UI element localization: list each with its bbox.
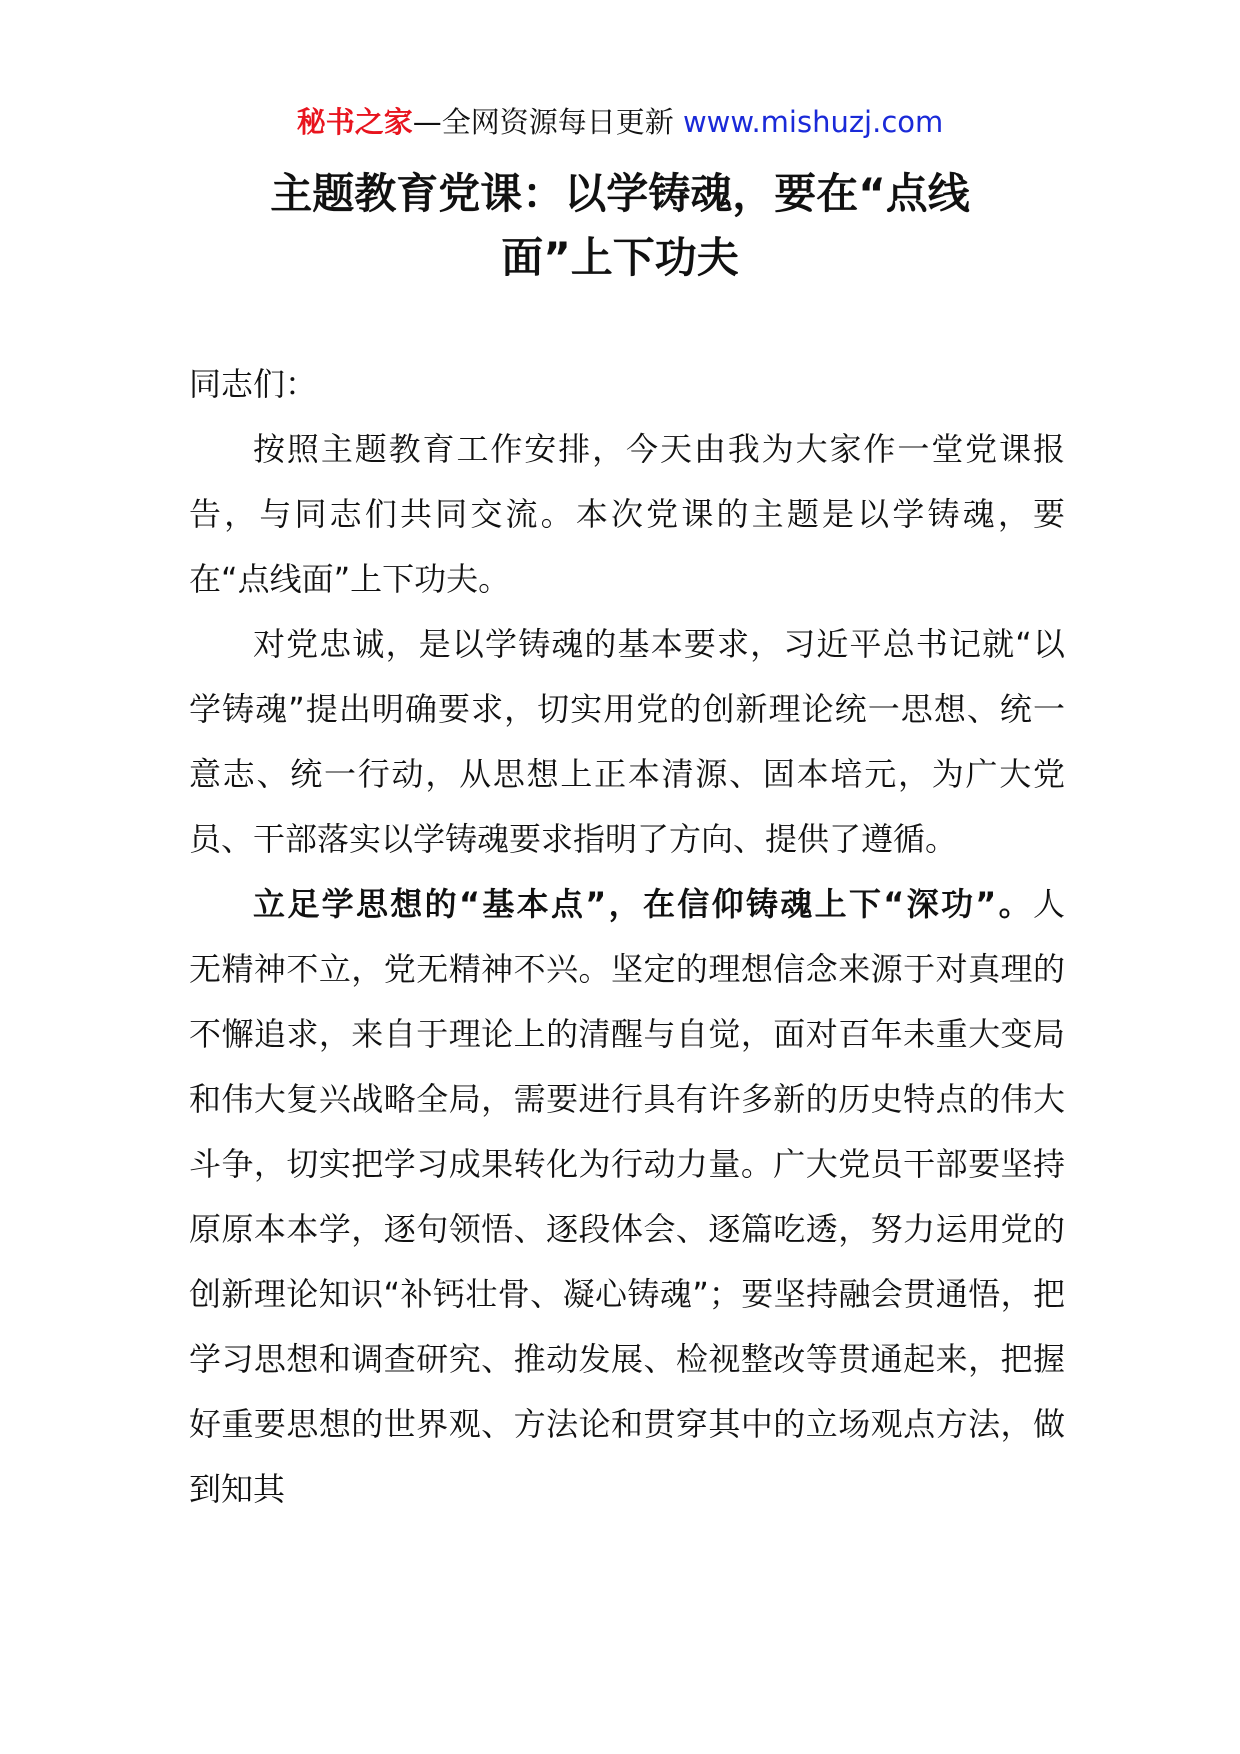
document-title (0, 162, 1240, 290)
paragraph-text: 人无精神不立，党无精神不兴。坚定的理想信念来源于对真理的不懈追求，来自于理论上的清醒与自觉，面对百年未重大变局和伟大复兴战略全局，需要进行具有许多新的历史特点的伟大斗争，切实把学习成果转化为行动力量。广大党员干部要坚持原原本本学，逐句领悟、逐段体会、逐篇吃透，努力运用党的创新理论知识“补钙壮骨、凝心铸魂”；要坚持融会贯通悟，把学习思想和调查研究、推动发展、检视整改等贯通起来，把握好重要思想的世界观、方法论和贯穿其中的立场观点方法，做到知其 (189, 885, 1065, 1508)
title-line-2: 面”上下功夫 (501, 233, 739, 282)
brand-name: 秘书之家 (296, 105, 413, 139)
site-header (0, 102, 1240, 142)
title-line-1: 主题教育党课：以学铸魂，要在“点线 (270, 169, 970, 218)
paragraph-basic-point (189, 872, 1065, 1522)
paragraph-loyalty: 对党忠诚，是以学铸魂的基本要求，习近平总书记就“以学铸魂”提出明确要求，切实用党的创新理论统一思想、统一意志、统一行动，从思想上正本清源、固本培元，为广大党员、干部落实以学铸魂要求指明了方向、提供了遵循。 (189, 625, 1065, 858)
site-url-link[interactable]: www.mishuzj.com (682, 105, 944, 139)
salutation: 同志们： (189, 365, 318, 403)
document-body (189, 352, 1065, 1522)
paragraph-heading: 立足学思想的“基本点”，在信仰铸魂上下“深功”。 (253, 885, 1033, 923)
paragraph-intro: 按照主题教育工作安排，今天由我为大家作一堂党课报告，与同志们共同交流。本次党课的主题是以学铸魂，要在“点线面”上下功夫。 (189, 430, 1065, 598)
header-tagline: —全网资源每日更新 (412, 105, 674, 139)
